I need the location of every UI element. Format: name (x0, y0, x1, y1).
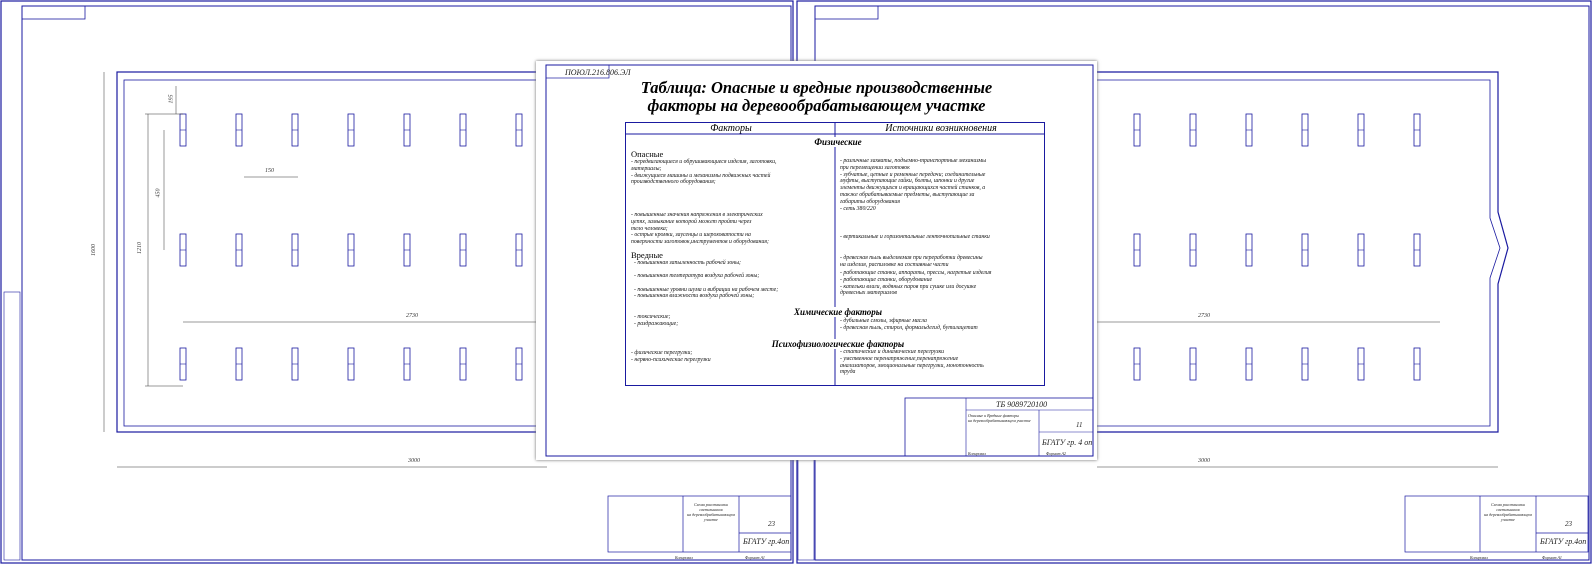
header-factors: Факторы (710, 123, 752, 134)
chemical-sources: - дубильные смолы, эфирные масла - древесная пыль, стирол, формальдегид, бутилацетат (840, 318, 978, 331)
dim-inner-left: 2730 (406, 313, 418, 319)
stamp-code: ТБ 9089720100 (996, 400, 1048, 409)
left-stamp-format: Формат А1 (745, 555, 765, 560)
physical-hazardous-sources-2: - вертикальные и горизонтальные ленточнопильные станки (840, 234, 990, 240)
physical-harmful-sources-1: - древесная пыль выделяемая при переработки древесины на изделия, распиловке на составные части (840, 255, 983, 268)
dim-row: 1210 (137, 242, 143, 254)
right-plan-inner-wall (1097, 80, 1500, 426)
subsection-harmful: Вредные (631, 250, 663, 260)
psycho-factors: - физические перегрузки; - нервно-психические перегрузки (631, 350, 711, 363)
left-fixtures (180, 114, 522, 380)
stamp-name: Опасные и Вредные факторы на деревообрабатывающем участке (968, 413, 1031, 423)
table-title (544, 79, 1089, 115)
stamp-format: Формат А2 (1046, 451, 1066, 456)
dim-inner-right: 2730 (1198, 313, 1210, 319)
right-plan-outer-wall (1097, 72, 1508, 432)
physical-hazardous-factors-2: - повышенные значения напряжения в электрических цепях, замыкание которой может пройти через тело человека; - острые кромки, заусенцы и шероховатости на поверхности заготовок,инструментов и оборудования; (631, 212, 769, 246)
header-sources: Источники возникновения (885, 123, 997, 134)
factors-table (625, 122, 1045, 386)
dim-total-right: 3000 (1198, 458, 1210, 464)
dim-total-left: 3000 (408, 458, 420, 464)
subsection-hazardous: Опасные (631, 149, 664, 159)
psycho-sources: - статические и динамические перегрузки - умственное перенапряжение,перенапряжение анализаторов, эмоциональные перегрузки, монотонность труда (840, 349, 984, 376)
stamp-org: БГАТУ гр. 4 оп (1042, 438, 1093, 447)
right-stamp-sheets: 23 (1565, 520, 1572, 528)
dim-pitch: 150 (265, 168, 274, 174)
left-stamp-org: БГАТУ гр.4оп (743, 537, 790, 546)
physical-harmful-sources-2: - работающие станки, аппараты, прессы, нагретые изделия - работающие станки, оборудование - капельки влаги, водяных паров при сушке или досушке древесных материалов (840, 270, 992, 297)
left-stamp-sheets: 23 (768, 520, 775, 528)
section-physical: Физические (796, 137, 880, 147)
left-side-stamp (4, 292, 20, 560)
right-stamp-copied: Копировал (1470, 555, 1488, 560)
physical-hazardous-factors-1: - передвигающиеся и обрушивающиеся изделия, заготовки, материалы; - движущиеся машины и механизмы подвижных частей производственного оборудования; (631, 159, 777, 186)
table-sheet (536, 61, 1097, 460)
dim-gap: 450 (155, 188, 162, 198)
right-fixtures (1134, 114, 1420, 380)
dim-height: 1600 (91, 244, 97, 256)
chemical-factors: - токсические; - раздражающие; (634, 314, 679, 327)
physical-hazardous-sources-1: - различные захваты, подъемно-транспортные механизмы при перемещении заготовок - зубчатые, цепные и ременные передачи; соединительные муфты, выступающие гайки, болты, шпонки и другие элементы движущихся и вращающихся частей станков, а также обрабатываемые предметы, выступающие за габариты оборудования - сеть 380/220 (840, 158, 987, 212)
stamp-copied: Копировал (968, 451, 986, 456)
right-sheet-corner-stamp (815, 6, 878, 19)
table-title-line-2: факторы на деревообрабатывающем участке (647, 96, 986, 115)
left-stamp-copied: Копировал (675, 555, 693, 560)
left-plan-inner-wall (124, 80, 544, 426)
doc-code: ПОЮЛ.216.806.ЭЛ (565, 68, 631, 77)
right-stamp-name: Схема расстановки светильников на деревообрабатывающем участке (1484, 502, 1532, 522)
section-chemical: Химические факторы (776, 307, 900, 317)
dim-edge: 195 (168, 94, 175, 104)
left-stamp-name: Схема расстановки светильников на деревообрабатывающем участке (687, 502, 735, 522)
right-stamp-format: Формат А1 (1542, 555, 1562, 560)
left-sheet-corner-stamp (22, 6, 85, 19)
left-plan-outer-wall (117, 72, 547, 432)
stamp-sheets: 11 (1076, 421, 1083, 429)
right-stamp-org: БГАТУ гр.4оп (1540, 537, 1587, 546)
table-title-line-1: Таблица: Опасные и вредные производственные (640, 78, 993, 97)
section-psycho: Психофизиологические факторы (756, 339, 920, 349)
physical-harmful-factors-2: - повышенная температура воздуха рабочей зоны; - повышенные уровни шума и вибрации на рабочем месте; - повышенная влажности воздуха рабочей зоны; (634, 273, 779, 300)
physical-harmful-factors-1: - повышенная запыленность рабочей зоны; (634, 260, 741, 266)
